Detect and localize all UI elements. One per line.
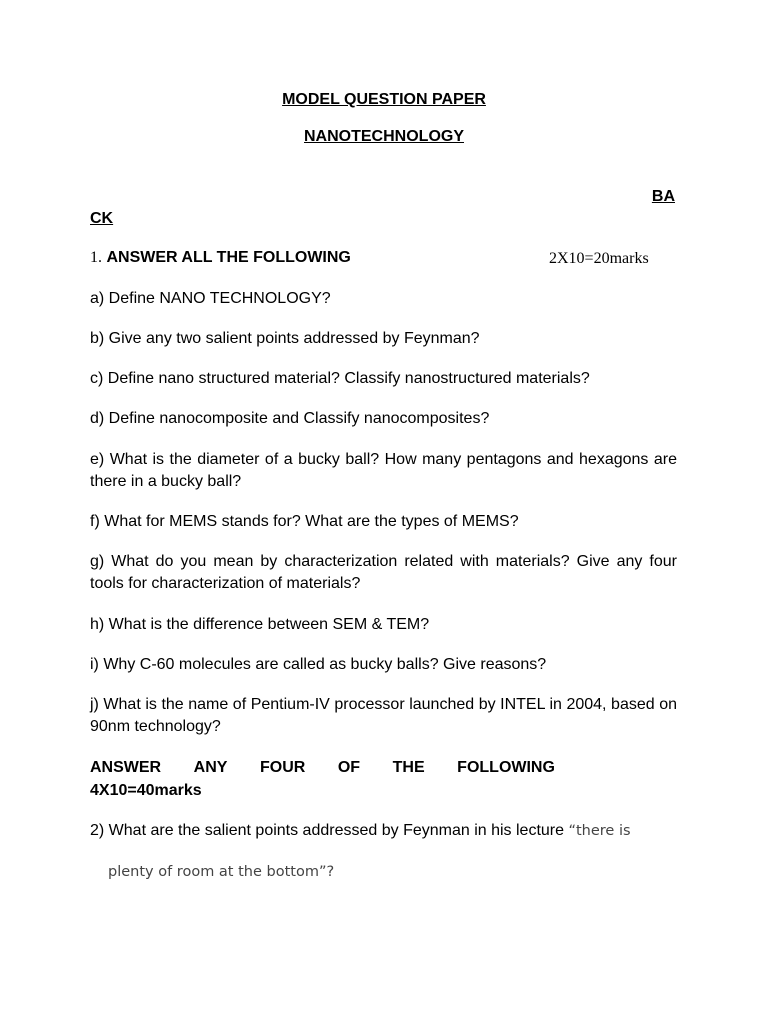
- section1-marks: 2X10=20marks: [549, 250, 649, 267]
- paper-title: MODEL QUESTION PAPER: [282, 91, 486, 108]
- question-d: d) Define nanocomposite and Classify nanocomposites?: [90, 410, 490, 427]
- question-2-text: 2) What are the salient points addressed by Feynman in his lecture: [90, 822, 569, 839]
- back-label-part2: CK: [90, 210, 114, 227]
- section2-heading-word: FOLLOWING: [457, 759, 555, 776]
- question-a: a) Define NANO TECHNOLOGY?: [90, 290, 331, 307]
- question-e: e) What is the diameter of a bucky ball? How many pentagons and hexagons are there in a bucky ball?: [90, 451, 677, 490]
- section2-heading-word: ANY: [193, 759, 228, 776]
- back-label-part1: BA: [651, 188, 675, 205]
- question-f: f) What for MEMS stands for? What are the types of MEMS?: [90, 513, 519, 530]
- question-b: b) Give any two salient points addressed by Feynman?: [90, 330, 480, 347]
- section1-heading: [90, 247, 351, 269]
- section1-instruction: ANSWER ALL THE FOLLOWING: [106, 249, 351, 266]
- section2-heading-word: FOUR: [259, 759, 306, 776]
- section1-number: 1.: [90, 249, 102, 266]
- section2-heading-word: THE: [392, 759, 425, 776]
- question-h: h) What is the difference between SEM & TEM?: [90, 616, 430, 633]
- question-c: c) Define nano structured material? Classify nanostructured materials?: [90, 370, 590, 387]
- question-g: g) What do you mean by characterization related with materials? Give any four tools for characterization of materials?: [90, 553, 677, 592]
- subject-title: NANOTECHNOLOGY: [304, 128, 464, 145]
- section2-heading: [90, 757, 555, 779]
- question-2: [90, 820, 631, 842]
- section2-heading-word: OF: [337, 759, 361, 776]
- section2-heading-word: ANSWER: [90, 759, 162, 776]
- question-j: j) What is the name of Pentium-IV processor launched by INTEL in 2004, based on 90nm technology?: [90, 696, 677, 735]
- question-2-quote-end: plenty of room at the bottom”?: [108, 864, 335, 880]
- question-2-quote-start: “there is: [568, 823, 631, 839]
- question-i: i) Why C-60 molecules are called as bucky balls? Give reasons?: [90, 656, 547, 673]
- section2-marks: 4X10=40marks: [90, 782, 202, 799]
